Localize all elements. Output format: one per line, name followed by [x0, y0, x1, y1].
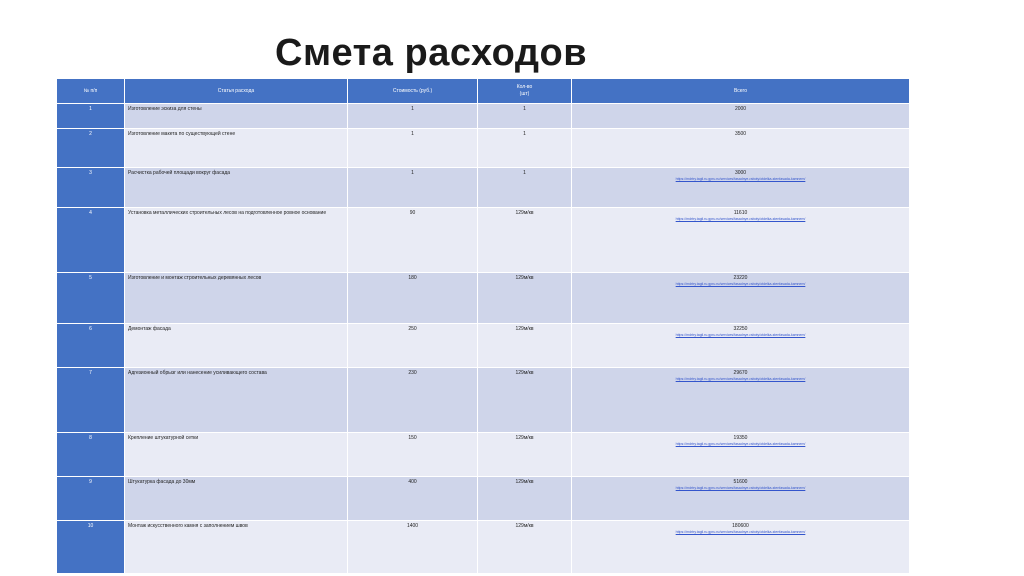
row-total: 32250 [733, 326, 748, 332]
row-number: 10 [57, 521, 125, 574]
source-link[interactable]: https://mdrtry.tagil.ru.gpru.ru/services/fasadnye-raboty/otdelka-stenfasada-kamnem/ [675, 486, 806, 490]
row-qty: 129м/кв [478, 324, 572, 368]
header-qty: Кол-во (шт) [478, 79, 572, 104]
row-item: Монтаж искусственного камня с заполнением швов [125, 521, 348, 574]
table-body [57, 104, 910, 574]
row-number: 7 [57, 368, 125, 433]
table-row [57, 433, 910, 477]
table-row [57, 477, 910, 521]
table-row [57, 368, 910, 433]
row-total: 180600 [732, 523, 749, 529]
row-cost: 90 [348, 208, 478, 273]
row-qty: 129м/кв [478, 273, 572, 324]
row-cost: 1 [348, 168, 478, 208]
row-total-cell [572, 477, 910, 521]
row-qty: 1 [478, 168, 572, 208]
row-cost: 1 [348, 129, 478, 168]
row-total-cell [572, 368, 910, 433]
row-number: 8 [57, 433, 125, 477]
row-total-cell [572, 129, 910, 168]
source-link[interactable]: https://mdrtry.tagil.ru.gpru.ru/services/fasadnye-raboty/otdelka-stenfasada-kamnem/ [675, 530, 806, 534]
row-number: 4 [57, 208, 125, 273]
row-qty: 129м/кв [478, 368, 572, 433]
header-cost: Стоимость (руб.) [348, 79, 478, 104]
row-cost: 150 [348, 433, 478, 477]
table-row [57, 208, 910, 273]
row-qty: 129м/кв [478, 433, 572, 477]
row-number: 3 [57, 168, 125, 208]
row-cost: 1 [348, 104, 478, 129]
row-item: Изготовление макета по существующей стене [125, 129, 348, 168]
budget-table [56, 78, 910, 574]
row-item: Расчистка рабочей площади вокруг фасада [125, 168, 348, 208]
source-link[interactable]: https://mdrtry.tagil.ru.gpru.ru/services/fasadnye-raboty/otdelka-stenfasada-kamnem/ [675, 282, 806, 286]
source-link[interactable]: https://mdrtry.tagil.ru.gpru.ru/services/fasadnye-raboty/otdelka-stenfasada-kamnem/ [675, 177, 806, 181]
table-header-row [57, 79, 910, 104]
row-qty: 1 [478, 104, 572, 129]
row-total: 29670 [733, 370, 748, 376]
source-link[interactable]: https://mdrtry.tagil.ru.gpru.ru/services/fasadnye-raboty/otdelka-stenfasada-kamnem/ [675, 442, 806, 446]
row-number: 9 [57, 477, 125, 521]
row-cost: 1400 [348, 521, 478, 574]
row-total: 2000 [734, 106, 747, 112]
row-total: 51600 [733, 479, 748, 485]
row-qty: 129м/кв [478, 208, 572, 273]
row-number: 6 [57, 324, 125, 368]
table-row [57, 168, 910, 208]
row-item: Адгезионный обрызг или нанесение усиливающего состава [125, 368, 348, 433]
row-total-cell [572, 273, 910, 324]
row-total-cell [572, 521, 910, 574]
table-row [57, 324, 910, 368]
row-total-cell [572, 433, 910, 477]
row-cost: 180 [348, 273, 478, 324]
row-item: Демонтаж фасада [125, 324, 348, 368]
table-row [57, 104, 910, 129]
row-total-cell [572, 324, 910, 368]
table-row [57, 273, 910, 324]
row-number: 5 [57, 273, 125, 324]
source-link[interactable]: https://mdrtry.tagil.ru.gpru.ru/services/fasadnye-raboty/otdelka-stenfasada-kamnem/ [675, 333, 806, 337]
table-row [57, 129, 910, 168]
row-cost: 230 [348, 368, 478, 433]
row-total-cell [572, 208, 910, 273]
row-cost: 400 [348, 477, 478, 521]
row-total: 19350 [733, 435, 748, 441]
page-title: Смета расходов [275, 32, 588, 74]
header-number: № п/п [57, 79, 125, 104]
row-qty: 1 [478, 129, 572, 168]
row-total: 23220 [733, 275, 748, 281]
row-number: 1 [57, 104, 125, 129]
table-row [57, 521, 910, 574]
source-link[interactable]: https://mdrtry.tagil.ru.gpru.ru/services/fasadnye-raboty/otdelka-stenfasada-kamnem/ [675, 377, 806, 381]
row-total: 3500 [734, 131, 747, 137]
header-item: Статья расхода [125, 79, 348, 104]
row-item: Установка металлических строительных лесов на подготовленное ровное основание [125, 208, 348, 273]
row-item: Изготовление и монтаж строительных деревянных лесов [125, 273, 348, 324]
row-number: 2 [57, 129, 125, 168]
row-total: 11610 [733, 210, 748, 216]
row-qty: 129м/кв [478, 521, 572, 574]
row-total: 3000 [734, 170, 747, 176]
header-total: Всего [572, 79, 910, 104]
source-link[interactable]: https://mdrtry.tagil.ru.gpru.ru/services/fasadnye-raboty/otdelka-stenfasada-kamnem/ [675, 217, 806, 221]
row-qty: 129м/кв [478, 477, 572, 521]
row-total-cell [572, 104, 910, 129]
row-item: Крепление штукатурной сетки [125, 433, 348, 477]
row-cost: 250 [348, 324, 478, 368]
row-item: Штукатурка фасада до 30мм [125, 477, 348, 521]
row-total-cell [572, 168, 910, 208]
row-item: Изготовление эскиза для стены [125, 104, 348, 129]
